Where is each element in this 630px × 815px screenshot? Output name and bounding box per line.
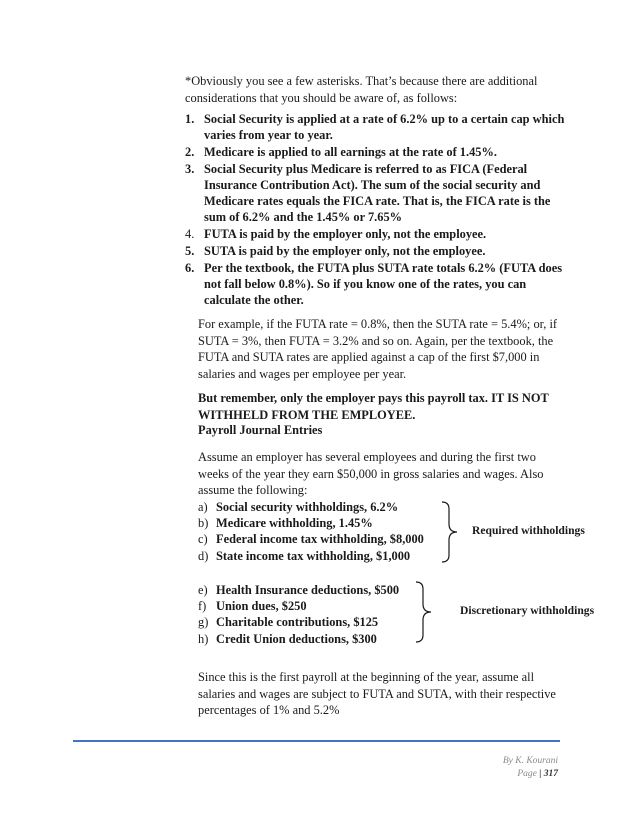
list-item xyxy=(185,243,565,259)
list-number: 1. xyxy=(185,112,195,126)
page-number: 317 xyxy=(543,769,558,779)
page-label: Page xyxy=(517,769,537,779)
list-number: 6. xyxy=(185,261,195,275)
footer-page xyxy=(503,768,558,781)
list-item xyxy=(185,161,565,225)
list-text: Credit Union deductions, $300 xyxy=(216,631,377,646)
list-item xyxy=(185,226,565,242)
list-item xyxy=(198,531,458,547)
list-text: Medicare is applied to all earnings at the rate of 1.45%. xyxy=(204,145,497,159)
list-letter: g) xyxy=(198,615,209,630)
list-item xyxy=(185,144,565,160)
list-text: FUTA is paid by the employer only, not the employee. xyxy=(204,227,487,241)
list-number: 5. xyxy=(185,244,195,258)
footer-rule xyxy=(73,740,560,742)
closing-paragraph: Since this is the first payroll at the beginning of the year, assume all salaries and wages are subject to FUTA and SUTA, with their respective percentages of 1% and 5.2% xyxy=(198,670,556,717)
page-footer xyxy=(503,755,558,781)
list-item xyxy=(198,548,458,564)
list-text: Medicare withholding, 1.45% xyxy=(216,516,373,531)
footer-author: By K. Kourani xyxy=(502,756,558,766)
list-letter: a) xyxy=(198,500,208,514)
list-text: Social Security is applied at a rate of 6.2% up to a certain cap which varies from year to year. xyxy=(204,112,565,142)
section-heading: Payroll Journal Entries xyxy=(198,423,323,437)
list-item xyxy=(198,515,458,531)
example-paragraph: For example, if the FUTA rate = 0.8%, then the SUTA rate = 5.4%; or, if SUTA = 3%, then FUTA = 3.2% and so on. Again, per the textbook, the FUTA and SUTA rates are applied against a cap of the first $7,000 in salaries and wages per employee per year. xyxy=(198,317,558,381)
required-withholdings-label: Required withholdings xyxy=(472,524,585,537)
right-brace-icon xyxy=(414,580,434,644)
list-text: Per the textbook, the FUTA plus SUTA rate totals 6.2% (FUTA does not fall below 0.8%). So if you know one of the rates, you can calculate the other. xyxy=(204,261,563,307)
list-text: Health Insurance deductions, $500 xyxy=(216,583,400,597)
list-text: Charitable contributions, $125 xyxy=(216,615,379,630)
list-letter: e) xyxy=(198,583,208,597)
considerations-list xyxy=(185,111,565,309)
list-letter: f) xyxy=(198,599,207,614)
list-letter: b) xyxy=(198,516,209,531)
list-letter: d) xyxy=(198,548,209,563)
list-text: Social security withholdings, 6.2% xyxy=(216,500,399,514)
list-item xyxy=(198,499,458,515)
intro-paragraph: *Obviously you see a few asterisks. That’s because there are additional considerations that you should be aware of, as follows: xyxy=(185,74,538,105)
page-separator: | xyxy=(539,769,542,779)
required-withholdings-list xyxy=(198,499,458,564)
reminder-paragraph: But remember, only the employer pays this payroll tax. IT IS NOT WITHHELD FROM THE EMPLOYEE. xyxy=(198,391,549,422)
list-number: 4. xyxy=(185,227,195,241)
list-number: 2. xyxy=(185,145,195,159)
list-letter: c) xyxy=(198,532,208,547)
list-text: SUTA is paid by the employer only, not the employee. xyxy=(204,244,486,258)
right-brace-icon xyxy=(440,500,460,564)
list-item xyxy=(185,260,565,308)
list-text: Federal income tax withholding, $8,000 xyxy=(216,532,424,547)
list-letter: h) xyxy=(198,631,209,646)
list-text: Union dues, $250 xyxy=(216,599,307,614)
list-item xyxy=(185,111,565,143)
list-number: 3. xyxy=(185,162,195,176)
list-text: Social Security plus Medicare is referred to as FICA (Federal Insurance Contribution Act). The sum of the social security and Medicare rates equals the FICA rate. That is, the FICA rate is the sum of 6.2% and the 1.45% or 7.65% xyxy=(204,162,551,224)
discretionary-withholdings-label: Discretionary withholdings xyxy=(460,604,595,617)
assume-paragraph: Assume an employer has several employees and during the first two weeks of the year they earn $50,000 in gross salaries and wages. Also assume the following: xyxy=(198,450,544,497)
list-text: State income tax withholding, $1,000 xyxy=(216,548,411,563)
